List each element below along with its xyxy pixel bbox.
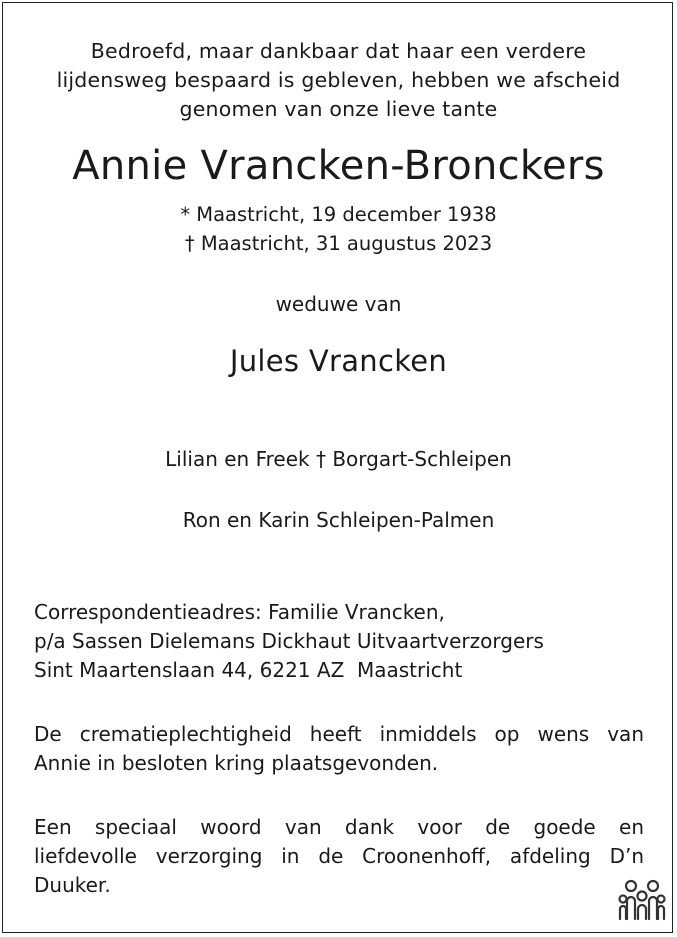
intro-text	[0, 37, 677, 124]
cremation-line-1: De crematieplechtigheid heeft inmiddels op wens van	[34, 722, 644, 746]
husband-name: Jules Vrancken	[229, 344, 448, 378]
birth-date: * Maastricht, 19 december 1938	[180, 203, 497, 226]
thanks-line-3: Duuker.	[34, 873, 111, 897]
intro-line-3: genomen van onze lieve tante	[179, 97, 498, 121]
death-date: † Maastricht, 31 augustus 2023	[184, 232, 493, 255]
family-people-icon	[617, 879, 667, 921]
intro-line-1: Bedroefd, maar dankbaar dat haar een verdere	[90, 39, 587, 63]
deceased-name: Annie Vrancken-Bronckers	[72, 143, 605, 189]
cremation-line-2: Annie in besloten kring plaatsgevonden.	[34, 751, 439, 775]
life-dates	[0, 200, 677, 258]
family-line-2: Ron en Karin Schleipen-Palmen	[182, 508, 495, 532]
cremation-notice	[34, 720, 644, 778]
family-line-1: Lilian en Freek † Borgart-Schleipen	[165, 447, 512, 471]
address-line-1: Correspondentieadres: Familie Vrancken,	[34, 600, 445, 624]
correspondence-address	[34, 598, 644, 685]
widow-label: weduwe van	[275, 292, 402, 316]
intro-line-2: lijdensweg bespaard is gebleven, hebben we afscheid	[56, 68, 621, 92]
thanks-note	[34, 813, 644, 900]
address-line-2: p/a Sassen Dielemans Dickhaut Uitvaartverzorgers	[34, 629, 544, 653]
thanks-line-2: liefdevolle verzorging in de Croonenhoff, afdeling D’n	[34, 844, 644, 868]
thanks-line-1: Een speciaal woord van dank voor de goede en	[34, 815, 644, 839]
address-line-3: Sint Maartenslaan 44, 6221 AZ Maastricht	[34, 658, 463, 682]
